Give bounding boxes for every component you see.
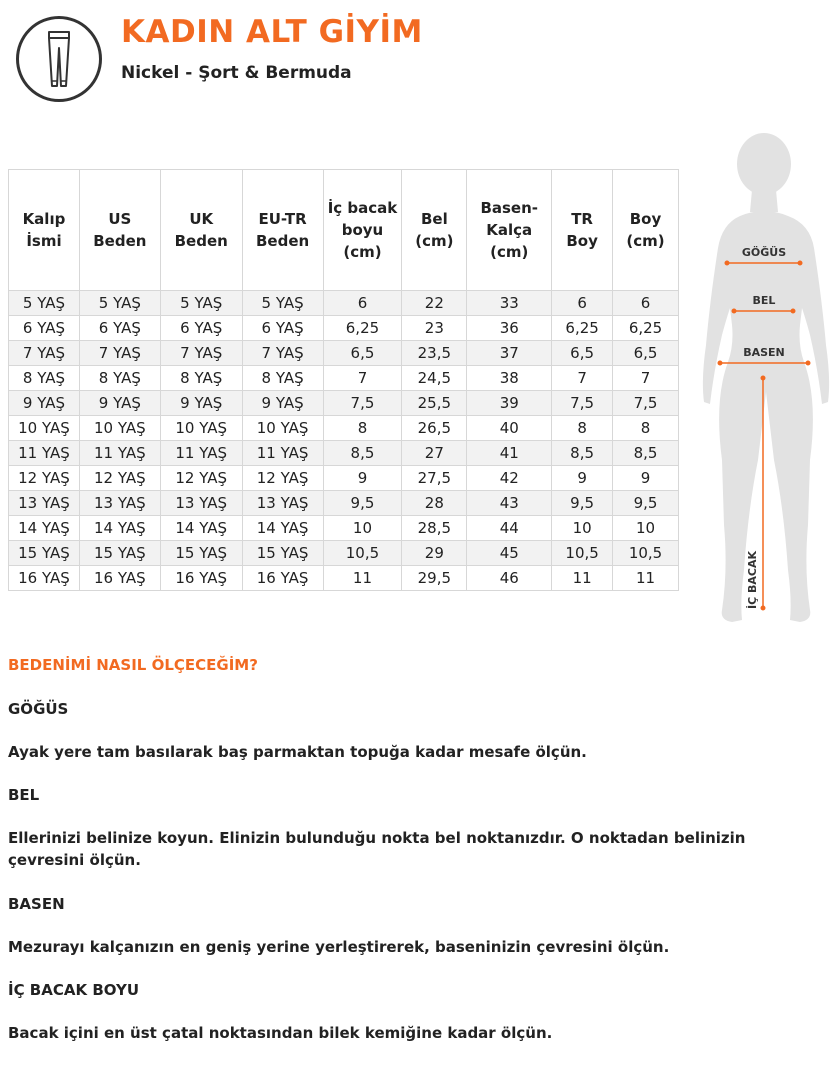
table-cell: 6 YAŞ bbox=[79, 316, 160, 341]
table-cell: 9 YAŞ bbox=[160, 391, 242, 416]
table-cell: 10 bbox=[552, 516, 613, 541]
table-cell: 16 YAŞ bbox=[160, 566, 242, 591]
table-cell: 10 bbox=[323, 516, 402, 541]
table-cell: 23 bbox=[402, 316, 467, 341]
table-cell: 9,5 bbox=[552, 491, 613, 516]
table-cell: 7 YAŞ bbox=[242, 341, 323, 366]
table-cell: 10 YAŞ bbox=[242, 416, 323, 441]
table-cell: 6,5 bbox=[552, 341, 613, 366]
table-cell: 14 YAŞ bbox=[9, 516, 80, 541]
table-cell: 6,25 bbox=[323, 316, 402, 341]
table-cell: 9,5 bbox=[613, 491, 679, 516]
column-header: US Beden bbox=[79, 170, 160, 291]
table-cell: 6 YAŞ bbox=[9, 316, 80, 341]
table-cell: 8 YAŞ bbox=[9, 366, 80, 391]
body-silhouette bbox=[703, 133, 829, 622]
table-cell: 24,5 bbox=[402, 366, 467, 391]
table-cell: 6 bbox=[613, 291, 679, 316]
table-cell: 38 bbox=[467, 366, 552, 391]
table-cell: 7,5 bbox=[323, 391, 402, 416]
table-cell: 33 bbox=[467, 291, 552, 316]
table-cell: 12 YAŞ bbox=[9, 466, 80, 491]
table-cell: 7 bbox=[552, 366, 613, 391]
table-cell: 9,5 bbox=[323, 491, 402, 516]
table-cell: 8,5 bbox=[323, 441, 402, 466]
table-cell: 7 YAŞ bbox=[79, 341, 160, 366]
table-cell: 27 bbox=[402, 441, 467, 466]
hip-label: BASEN bbox=[743, 346, 785, 359]
table-cell: 10,5 bbox=[323, 541, 402, 566]
table-row bbox=[9, 466, 679, 491]
table-cell: 6,5 bbox=[323, 341, 402, 366]
table-row bbox=[9, 441, 679, 466]
table-cell: 10 YAŞ bbox=[160, 416, 242, 441]
table-row bbox=[9, 391, 679, 416]
table-cell: 28 bbox=[402, 491, 467, 516]
size-table bbox=[8, 169, 679, 591]
table-cell: 11 bbox=[323, 566, 402, 591]
table-cell: 9 bbox=[613, 466, 679, 491]
table-cell: 23,5 bbox=[402, 341, 467, 366]
table-cell: 11 YAŞ bbox=[242, 441, 323, 466]
table-row bbox=[9, 291, 679, 316]
table-cell: 7 YAŞ bbox=[160, 341, 242, 366]
column-header: TR Boy bbox=[552, 170, 613, 291]
chest-title: GÖĞÜS bbox=[8, 700, 69, 718]
table-cell: 15 YAŞ bbox=[242, 541, 323, 566]
table-cell: 46 bbox=[467, 566, 552, 591]
table-row bbox=[9, 366, 679, 391]
hip-title: BASEN bbox=[8, 895, 65, 913]
chest-label: GÖĞÜS bbox=[741, 246, 787, 259]
table-cell: 6 YAŞ bbox=[160, 316, 242, 341]
table-cell: 7,5 bbox=[613, 391, 679, 416]
table-cell: 22 bbox=[402, 291, 467, 316]
table-cell: 13 YAŞ bbox=[242, 491, 323, 516]
table-cell: 10 YAŞ bbox=[79, 416, 160, 441]
inseam-text: Bacak içini en üst çatal noktasından bilek kemiğine kadar ölçün. bbox=[8, 1024, 553, 1042]
table-cell: 43 bbox=[467, 491, 552, 516]
table-cell: 44 bbox=[467, 516, 552, 541]
table-cell: 39 bbox=[467, 391, 552, 416]
table-cell: 29,5 bbox=[402, 566, 467, 591]
chest-text: Ayak yere tam basılarak baş parmaktan topuğa kadar mesafe ölçün. bbox=[8, 743, 587, 761]
table-row bbox=[9, 491, 679, 516]
table-cell: 5 YAŞ bbox=[79, 291, 160, 316]
table-cell: 5 YAŞ bbox=[9, 291, 80, 316]
table-cell: 14 YAŞ bbox=[242, 516, 323, 541]
table-cell: 5 YAŞ bbox=[242, 291, 323, 316]
table-cell: 9 bbox=[323, 466, 402, 491]
table-cell: 12 YAŞ bbox=[160, 466, 242, 491]
table-cell: 11 bbox=[613, 566, 679, 591]
table-cell: 9 YAŞ bbox=[242, 391, 323, 416]
table-cell: 37 bbox=[467, 341, 552, 366]
column-header: EU-TR Beden bbox=[242, 170, 323, 291]
column-header: İç bacak boyu (cm) bbox=[323, 170, 402, 291]
table-cell: 10,5 bbox=[552, 541, 613, 566]
waist-title: BEL bbox=[8, 786, 40, 804]
table-cell: 26,5 bbox=[402, 416, 467, 441]
column-header: Basen-Kalça (cm) bbox=[467, 170, 552, 291]
table-row bbox=[9, 341, 679, 366]
table-cell: 27,5 bbox=[402, 466, 467, 491]
table-row bbox=[9, 316, 679, 341]
table-cell: 6 bbox=[323, 291, 402, 316]
table-cell: 8 YAŞ bbox=[160, 366, 242, 391]
table-cell: 45 bbox=[467, 541, 552, 566]
column-header: Boy (cm) bbox=[613, 170, 679, 291]
table-cell: 6,25 bbox=[613, 316, 679, 341]
table-cell: 15 YAŞ bbox=[160, 541, 242, 566]
table-cell: 16 YAŞ bbox=[79, 566, 160, 591]
table-cell: 8 YAŞ bbox=[242, 366, 323, 391]
table-cell: 12 YAŞ bbox=[79, 466, 160, 491]
table-cell: 10,5 bbox=[613, 541, 679, 566]
leggings-icon bbox=[16, 16, 102, 102]
table-cell: 12 YAŞ bbox=[242, 466, 323, 491]
table-cell: 7 YAŞ bbox=[9, 341, 80, 366]
table-row bbox=[9, 541, 679, 566]
table-cell: 13 YAŞ bbox=[160, 491, 242, 516]
waist-label: BEL bbox=[752, 294, 776, 307]
table-cell: 7,5 bbox=[552, 391, 613, 416]
inseam-title: İÇ BACAK BOYU bbox=[8, 981, 140, 999]
table-cell: 6 bbox=[552, 291, 613, 316]
table-cell: 6,5 bbox=[613, 341, 679, 366]
table-cell: 41 bbox=[467, 441, 552, 466]
table-cell: 5 YAŞ bbox=[160, 291, 242, 316]
body-measurement-figure bbox=[700, 130, 835, 630]
table-cell: 10 bbox=[613, 516, 679, 541]
table-cell: 13 YAŞ bbox=[79, 491, 160, 516]
table-cell: 8 YAŞ bbox=[79, 366, 160, 391]
page-subtitle: Nickel - Şort & Bermuda bbox=[121, 63, 352, 83]
table-cell: 7 bbox=[613, 366, 679, 391]
table-cell: 9 bbox=[552, 466, 613, 491]
table-cell: 6,25 bbox=[552, 316, 613, 341]
table-cell: 10 YAŞ bbox=[9, 416, 80, 441]
table-cell: 28,5 bbox=[402, 516, 467, 541]
table-cell: 15 YAŞ bbox=[79, 541, 160, 566]
table-cell: 6 YAŞ bbox=[242, 316, 323, 341]
table-cell: 14 YAŞ bbox=[79, 516, 160, 541]
table-cell: 29 bbox=[402, 541, 467, 566]
table-cell: 7 bbox=[323, 366, 402, 391]
table-cell: 11 YAŞ bbox=[79, 441, 160, 466]
table-cell: 40 bbox=[467, 416, 552, 441]
table-cell: 9 YAŞ bbox=[9, 391, 80, 416]
table-row bbox=[9, 516, 679, 541]
guide-heading: BEDENİMİ NASIL ÖLÇECEĞİM? bbox=[8, 656, 258, 674]
column-header: UK Beden bbox=[160, 170, 242, 291]
column-header: Bel (cm) bbox=[402, 170, 467, 291]
table-header-row bbox=[9, 170, 679, 291]
table-cell: 13 YAŞ bbox=[9, 491, 80, 516]
table-cell: 15 YAŞ bbox=[9, 541, 80, 566]
table-cell: 8 bbox=[323, 416, 402, 441]
table-cell: 14 YAŞ bbox=[160, 516, 242, 541]
table-cell: 16 YAŞ bbox=[242, 566, 323, 591]
table-cell: 8,5 bbox=[552, 441, 613, 466]
page-title: KADIN ALT GİYİM bbox=[121, 14, 423, 50]
table-cell: 11 YAŞ bbox=[9, 441, 80, 466]
waist-text: Ellerinizi belinize koyun. Elinizin bulunduğu nokta bel noktanızdır. O noktadan belinizin çevresini ölçün. bbox=[8, 829, 746, 869]
table-cell: 8,5 bbox=[613, 441, 679, 466]
table-cell: 9 YAŞ bbox=[79, 391, 160, 416]
table-cell: 8 bbox=[552, 416, 613, 441]
table-row bbox=[9, 566, 679, 591]
column-header: Kalıp İsmi bbox=[9, 170, 80, 291]
table-cell: 42 bbox=[467, 466, 552, 491]
table-cell: 11 YAŞ bbox=[160, 441, 242, 466]
table-cell: 11 bbox=[552, 566, 613, 591]
table-cell: 36 bbox=[467, 316, 552, 341]
inseam-label: İÇ BACAK bbox=[746, 550, 759, 610]
hip-text: Mezurayı kalçanızın en geniş yerine yerleştirerek, baseninizin çevresini ölçün. bbox=[8, 938, 670, 956]
table-row bbox=[9, 416, 679, 441]
table-cell: 25,5 bbox=[402, 391, 467, 416]
table-cell: 8 bbox=[613, 416, 679, 441]
table-cell: 16 YAŞ bbox=[9, 566, 80, 591]
